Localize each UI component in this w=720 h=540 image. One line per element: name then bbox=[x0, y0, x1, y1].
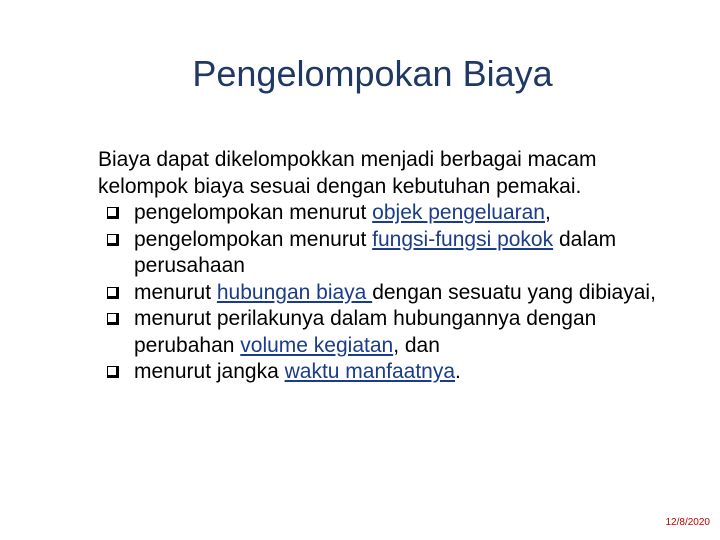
intro-line: kelompok biaya sesuai dengan kebutuhan pemakai. bbox=[98, 174, 582, 198]
list-item bbox=[106, 227, 696, 280]
hyperlink-objek-pengeluaran[interactable]: objek pengeluaran bbox=[372, 201, 545, 224]
bullet-text: pengelompokan menurut bbox=[134, 201, 373, 224]
list-item bbox=[106, 306, 696, 359]
hyperlink-fungsi-fungsi-pokok[interactable]: fungsi-fungsi pokok bbox=[372, 227, 554, 251]
bullet-text: . bbox=[455, 360, 461, 383]
hollow-square-bullet-icon bbox=[107, 313, 119, 325]
bullet-text: dalam perusahaan bbox=[134, 227, 617, 277]
slide-date: 12/8/2020 bbox=[665, 517, 710, 528]
intro-paragraph bbox=[98, 147, 688, 200]
list-item bbox=[106, 359, 696, 386]
hollow-square-bullet-icon bbox=[107, 287, 119, 299]
bullet-text: menurut perilakunya dalam hubungannya dengan perubahan bbox=[134, 307, 597, 357]
hollow-square-bullet-icon bbox=[107, 366, 119, 378]
hollow-square-bullet-icon bbox=[107, 234, 119, 246]
bullet-text: , dan bbox=[393, 333, 440, 357]
bullet-text: menurut bbox=[134, 280, 217, 304]
hollow-square-bullet-icon bbox=[107, 207, 119, 219]
hyperlink-hubungan-biaya[interactable]: hubungan biaya bbox=[216, 280, 373, 304]
slide-body bbox=[98, 147, 696, 386]
bullet-text: dengan sesuatu yang dibiayai, bbox=[372, 280, 656, 304]
bullet-list bbox=[106, 200, 696, 386]
list-item bbox=[106, 200, 696, 227]
bullet-text: menurut jangka bbox=[134, 360, 285, 383]
hyperlink-waktu-manfaatnya[interactable]: waktu manfaatnya bbox=[284, 360, 456, 383]
bullet-text: pengelompokan menurut bbox=[134, 227, 373, 251]
slide-title: Pengelompokan Biaya bbox=[192, 53, 553, 94]
list-item bbox=[106, 280, 696, 307]
hyperlink-volume-kegiatan[interactable]: volume kegiatan bbox=[240, 333, 394, 357]
bullet-text: , bbox=[544, 201, 551, 224]
intro-line: Biaya dapat dikelompokkan menjadi berbagai macam bbox=[98, 148, 597, 171]
